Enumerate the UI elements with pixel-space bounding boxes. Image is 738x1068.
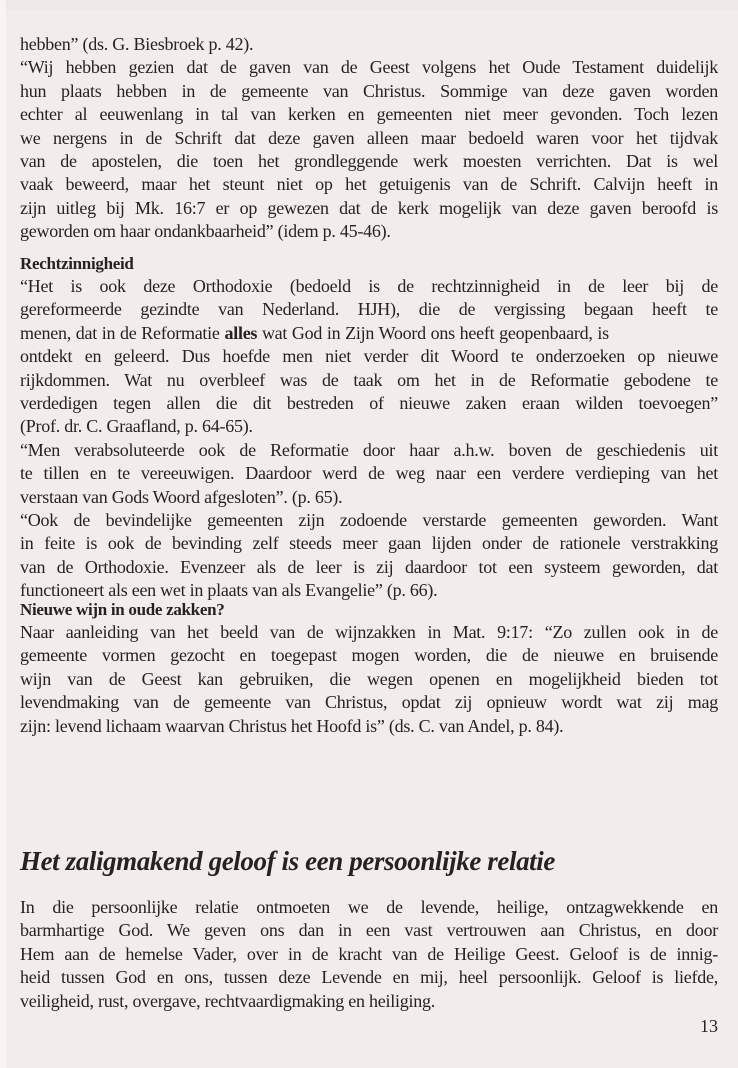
text-line: wijn van de Geest kan gebruiken, die wegen openen en mogelijkheid bieden tot	[20, 668, 718, 689]
section-heading: Rechtzinnigheid	[20, 254, 134, 273]
text-line: heid tussen God en ons, tussen deze Levende en mij, heel persoonlijk. Geloof is liefde,	[20, 967, 718, 988]
text-line: In die persoonlijke relatie ontmoeten we de levende, heilige, ontzagwekkende en	[20, 897, 718, 917]
chapter-title: Het zaligmakend geloof is een persoonlijke relatie	[20, 846, 555, 876]
page-number: 13	[700, 1016, 718, 1036]
text-segment: menen, dat in de Reformatie	[20, 322, 225, 343]
text-line: levendmaking van de gemeente van Christus, opdat zij opnieuw wordt wat zij mag	[20, 692, 718, 713]
text-line: “Wij hebben gezien dat de gaven van de Geest volgens het Oude Testament duidelijk	[20, 57, 718, 78]
text-line: “Ook de bevindelijke gemeenten zijn zodoende verstarde gemeenten geworden. Want	[20, 509, 718, 530]
text-line: zijn: levend lichaam waarvan Christus het Hoofd is” (ds. C. van Andel, p. 84).	[20, 715, 564, 736]
text-line: geworden om haar ondankbaarheid” (idem p. 45-46).	[20, 221, 391, 242]
text-line: in feite is ook de bevinding zelf steeds meer gaan lijden onder de rationele verstrakking	[20, 533, 718, 554]
text-line: hun plaats hebben in de gemeente van Christus. Sommige van deze gaven worden	[20, 80, 718, 101]
text-line: gemeente vormen gezocht en toegepast mogen worden, die de nieuwe en bruisende	[20, 645, 718, 666]
text-line: we nergens in de Schrift dat deze gaven alleen maar bedoeld waren voor het tijdvak	[20, 127, 718, 148]
section-quotes-gifts	[20, 33, 718, 244]
text-line: “Het is ook deze Orthodoxie (bedoeld is de rechtzinnigheid in de leer bij de	[20, 276, 718, 296]
section-heading: Nieuwe wijn in oude zakken?	[20, 600, 225, 619]
section-rechtzinnigheid	[20, 252, 718, 602]
text-segment: wat God in Zijn Woord ons heeft geopenbaard, is	[257, 322, 609, 343]
emphasis-alles: alles	[224, 322, 258, 343]
page-edge	[0, 0, 6, 1068]
text-line: Hem aan de hemelse Vader, over in de kracht van de Heilige Geest. Geloof is de innig-	[20, 943, 718, 964]
text-line: barmhartige God. We geven ons dan in een vast vertrouwen aan Christus, en door	[20, 920, 718, 941]
scan-top-band	[0, 0, 738, 10]
text-line: gereformeerde gezindte van Nederland. HJH), die de vergissing begaan heeft te	[20, 299, 718, 320]
text-line: van de Orthodoxie. Evenzeer als de leer is zij daardoor tot een systeem geworden, dat	[20, 556, 718, 577]
text-line: ontdekt en geleerd. Dus hoefde men niet verder dit Woord te onderzoeken op nieuwe	[20, 346, 718, 367]
text-line: hebben” (ds. G. Biesbroek p. 42).	[20, 34, 254, 54]
text-line: “Men verabsoluteerde ook de Reformatie door haar a.h.w. boven de geschiedenis uit	[20, 439, 718, 460]
text-line: rijkdommen. Wat nu overbleef was de taak om het in de Reformatie gebodene te	[20, 369, 718, 390]
section-geloof	[20, 896, 718, 1013]
text-line: zijn uitleg bij Mk. 16:7 er op gewezen dat de kerk mogelijk van deze gaven beroofd is	[20, 197, 718, 218]
text-line	[20, 322, 718, 345]
text-line: echter al eeuwenlang in tal van kerken en gemeenten niet meer gevonden. Toch lezen	[20, 104, 718, 125]
section-nieuwe-wijn	[20, 598, 718, 738]
text-line: functioneert als een wet in plaats van als Evangelie” (p. 66).	[20, 580, 438, 601]
text-line: (Prof. dr. C. Graafland, p. 64-65).	[20, 416, 253, 437]
text-line: te tillen en te vereeuwigen. Daardoor werd de weg naar een verdere verdieping van het	[20, 463, 718, 484]
text-line: verstaan van Gods Woord afgesloten”. (p. 65).	[20, 486, 343, 507]
text-line: van de apostelen, die toen het grondleggende werk moesten verrichten. Dat is wel	[20, 150, 718, 171]
text-line: veiligheid, rust, overgave, rechtvaardigmaking en heiliging.	[20, 990, 436, 1011]
text-line: Naar aanleiding van het beeld van de wijnzakken in Mat. 9:17: “Zo zullen ook in de	[20, 622, 718, 642]
text-line: vaak beweerd, maar het steunt niet op het getuigenis van de Schrift. Calvijn heeft in	[20, 174, 718, 195]
text-line: verdedigen tegen allen die dit bestreden of nieuwe zaken eraan wilden toevoegen”	[20, 392, 718, 413]
